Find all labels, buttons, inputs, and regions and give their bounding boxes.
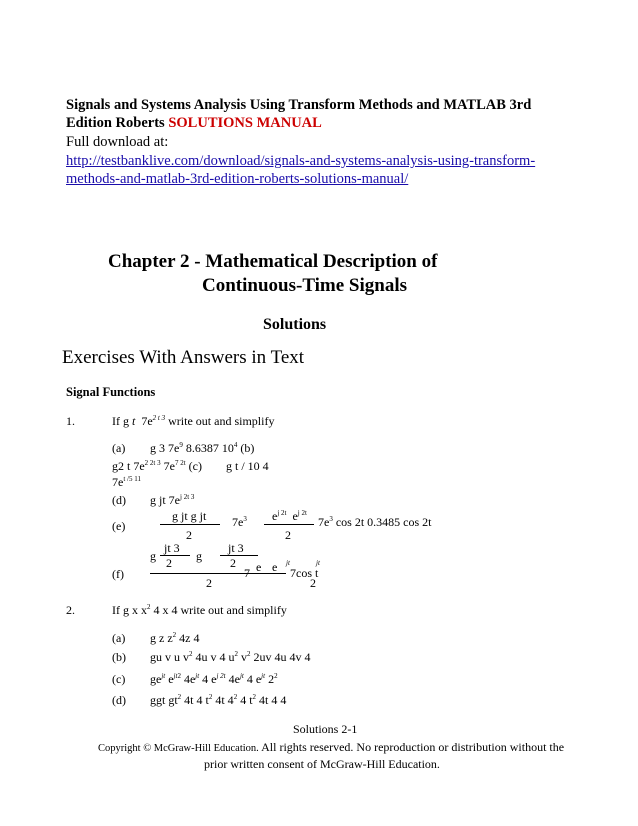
- p1-stmt-exp: 2 t 3: [152, 414, 166, 422]
- p1f-e-exp1: jt: [286, 559, 290, 567]
- p2d-exp: 2: [177, 693, 182, 701]
- p1-part-b-expr: [112, 459, 269, 474]
- copyright-prefix: Copyright © McGraw-Hill Education.: [98, 743, 259, 754]
- copyright-line2: prior written consent of McGraw-Hill Education.: [204, 757, 440, 771]
- p1-part-f-label: (f): [112, 567, 124, 581]
- p2c-exp7: 2: [274, 672, 278, 680]
- p1f-frac2-num: jt 3: [228, 541, 244, 555]
- p2-part-d-expr: [150, 693, 286, 708]
- p1-part-d-label: (d): [112, 493, 126, 507]
- p1-stmt-pre: If g: [112, 414, 129, 428]
- p2-stmt-exp: 2: [147, 603, 151, 611]
- p1f-den2: 2: [310, 576, 316, 590]
- p1f-result: 7cos t: [290, 566, 319, 580]
- download-link-line1[interactable]: http://testbanklive.com/download/signals-and-systems-analysis-using-transform-: [66, 153, 536, 169]
- p2-part-c-label: (c): [112, 672, 126, 686]
- p2b-mid: 4u v 4 u: [192, 650, 235, 664]
- p2c-exp5: jt: [239, 672, 244, 680]
- p2c-mid3: 4 e: [199, 672, 217, 686]
- p1-stmt-post: write out and simplify: [165, 414, 275, 428]
- p1f-e2: e: [272, 560, 278, 574]
- p2d-exp2: 2: [208, 693, 213, 701]
- document-title-line1: Signals and Systems Analysis Using Transform Methods and MATLAB 3rd: [66, 97, 532, 113]
- problem-2-statement: [112, 603, 287, 618]
- p1-part-c-line2: [112, 475, 141, 490]
- p1e-mid: [232, 515, 247, 530]
- p1e-fraction-bar2: [264, 524, 314, 525]
- p2c-mid: e: [165, 672, 174, 686]
- p2b-text: gu v u v: [150, 650, 189, 664]
- p1-stmt-var: t: [132, 414, 136, 428]
- p1a-rest: 8.6387 10: [182, 441, 234, 455]
- p1e-result-exp: 3: [329, 515, 333, 523]
- problem-2-number: 2.: [66, 603, 75, 617]
- p2d-mid3: 4 t: [237, 693, 253, 707]
- title-solutions-manual: SOLUTIONS MANUAL: [168, 115, 322, 131]
- p2a-text: g z z: [150, 631, 173, 645]
- full-download-label: Full download at:: [66, 134, 169, 150]
- p1d-exp: j 2t 3: [180, 493, 195, 501]
- p1e-denominator: 2: [186, 528, 192, 542]
- p1d-text: g jt 7e: [150, 493, 180, 507]
- p2-part-a-label: (a): [112, 631, 126, 645]
- p1e-num2b-exp: j 2t: [297, 509, 307, 517]
- p2d-exp4: 2: [252, 693, 257, 701]
- p1e-result-rest: cos 2t 0.3485 cos 2t: [332, 515, 432, 529]
- chapter-title-line1: Chapter 2 - Mathematical Description of: [108, 251, 438, 272]
- p1e-num2a: e: [272, 509, 278, 523]
- p1a-exp: 9: [179, 441, 183, 449]
- p2-stmt-post: 4 x 4 write out and simplify: [150, 603, 287, 617]
- p1e-mid-exp: 3: [243, 515, 247, 523]
- problem-1-number: 1.: [66, 414, 75, 428]
- p2d-mid: 4t 4 t: [181, 693, 209, 707]
- p2c-exp6: jt: [261, 672, 266, 680]
- p1b-exp2: 7 2t: [174, 459, 186, 467]
- p2d-mid2: 4t 4: [212, 693, 234, 707]
- p2b-mid2: v: [238, 650, 247, 664]
- p2-stmt: If g x x: [112, 603, 147, 617]
- p1f-exp-bar: [254, 573, 286, 574]
- p1-part-e-label: (e): [112, 519, 126, 533]
- p1e-numerator2: [272, 509, 307, 524]
- p1a-b: (b): [237, 441, 255, 455]
- p1f-g2: g: [196, 549, 202, 563]
- p2c-text: ge: [150, 672, 162, 686]
- p1f-mid: 7: [244, 566, 250, 580]
- problem-1-statement: [112, 414, 274, 429]
- title-edition: Edition Roberts: [66, 115, 169, 131]
- p2c-exp4: j 2t: [216, 672, 226, 680]
- p1b-text: g2 t 7e: [112, 459, 145, 473]
- p1c-text: g t / 10 4: [225, 459, 269, 473]
- p1-part-a-label: (a): [112, 441, 126, 455]
- p1f-frac2-bar: [220, 555, 258, 556]
- download-link-line2[interactable]: methods-and-matlab-3rd-edition-roberts-solutions-manual/: [66, 171, 409, 187]
- p1-part-a-expr: [150, 441, 254, 456]
- p1f-frac1-den: 2: [166, 556, 172, 570]
- document-title-line2: [66, 115, 322, 132]
- p2-part-a-expr: [150, 631, 199, 646]
- copyright-line1: [98, 740, 564, 755]
- p2a-exp: 2: [172, 631, 177, 639]
- p2d-text: ggt gt: [150, 693, 178, 707]
- p1e-denominator2: 2: [285, 528, 291, 542]
- p1c-line2: 7e: [112, 475, 124, 489]
- p2-part-d-label: (d): [112, 693, 126, 707]
- p1a-text: g 3 7e: [150, 441, 180, 455]
- p2c-exp: jt: [161, 672, 166, 680]
- copyright-rest: All rights reserved. No reproduction or distribution without the: [258, 740, 565, 754]
- p1e-num2a-exp: j 2t: [277, 509, 287, 517]
- p2d-rest: 4t 4 4: [256, 693, 287, 707]
- p1b-exp: 2 2t 3: [144, 459, 161, 467]
- page-number: Solutions 2-1: [293, 722, 358, 736]
- p1e-mid-text: 7e: [232, 515, 244, 529]
- p1e-fraction-bar: [160, 524, 220, 525]
- p2c-exp3: jt: [195, 672, 200, 680]
- p2c-exp2b: 2: [177, 672, 181, 680]
- p1e-num2b: e: [292, 509, 298, 523]
- p1f-frac2-den: 2: [230, 556, 236, 570]
- p1e-result-text: 7e: [318, 515, 330, 529]
- p2b-exp: 2: [189, 650, 193, 658]
- p2b-rest: 2uv 4u 4v 4: [250, 650, 311, 664]
- p2b-exp3: 2: [247, 650, 251, 658]
- p2c-mid5: 4 e: [243, 672, 262, 686]
- p2-part-c-expr: [150, 672, 278, 687]
- p2d-exp3: 2: [233, 693, 238, 701]
- p1b-mid: 7e: [160, 459, 175, 473]
- chapter-title-line2: Continuous-Time Signals: [202, 275, 408, 296]
- p2b-exp2: 2: [234, 650, 238, 658]
- section-title: Exercises With Answers in Text: [62, 347, 305, 368]
- p1a-exp2: 4: [233, 441, 238, 449]
- p1e-result: [318, 515, 432, 530]
- p2-part-b-label: (b): [112, 650, 126, 664]
- p2-part-b-expr: [150, 650, 311, 665]
- p1b-c: (c): [185, 459, 202, 473]
- p1c-exp: t /5 11: [123, 475, 141, 483]
- p2c-mid4: 4e: [225, 672, 240, 686]
- p1e-numerator: g jt g jt: [172, 509, 207, 523]
- p1f-e-exp2: jt: [316, 559, 320, 567]
- p1-part-d-expr: [150, 493, 194, 508]
- p1f-frac1-num: jt 3: [164, 541, 180, 555]
- p2c-exp2: jt: [173, 672, 178, 680]
- solutions-heading: Solutions: [263, 316, 327, 333]
- p1f-g1: g: [150, 549, 156, 563]
- p1f-frac1-bar: [160, 555, 190, 556]
- subsection-title: Signal Functions: [66, 385, 156, 399]
- p1-stmt-mid: 7e: [141, 414, 153, 428]
- p2c-mid6: 2: [265, 672, 275, 686]
- p2c-mid2: 4e: [180, 672, 196, 686]
- p2a-rest: 4z 4: [176, 631, 200, 645]
- p1f-e1: e: [256, 560, 262, 574]
- p1f-main-den: 2: [206, 576, 212, 590]
